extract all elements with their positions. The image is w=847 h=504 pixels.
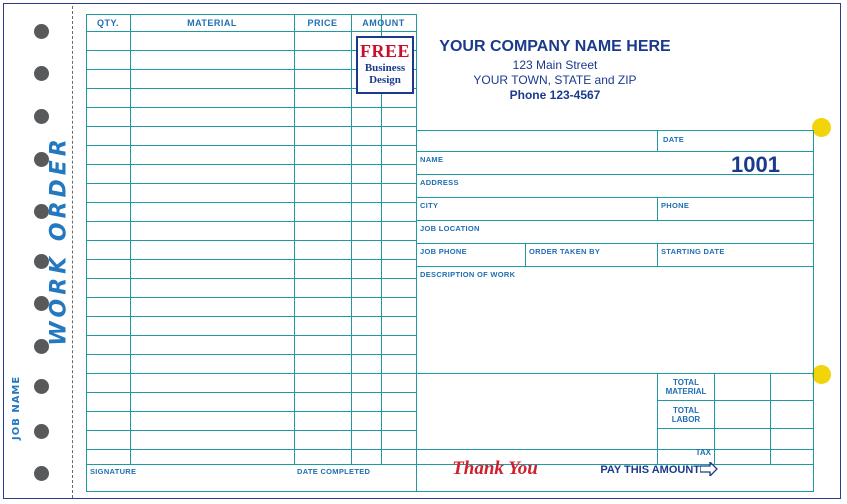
table-rule [813, 130, 814, 491]
badge-business-text: Business [364, 62, 406, 74]
label-signature: SIGNATURE [90, 467, 137, 476]
table-rule [294, 14, 295, 464]
column-header-material: MATERIAL [187, 18, 237, 28]
table-rule [86, 221, 416, 222]
table-rule [86, 278, 416, 279]
alignment-marker [812, 365, 831, 384]
label-job-phone: JOB PHONE [420, 247, 467, 256]
table-rule [86, 107, 416, 108]
table-rule [86, 392, 416, 393]
table-rule [86, 14, 87, 491]
total-material-line1: TOTAL [673, 378, 699, 387]
table-rule [86, 164, 416, 165]
punch-hole [34, 466, 49, 481]
table-rule [86, 259, 416, 260]
invoice-number: 1001 [731, 152, 780, 177]
table-rule [130, 14, 131, 464]
label-order-taken-by: ORDER TAKEN BY [529, 247, 601, 256]
page-title: WORK ORDER [46, 135, 72, 346]
label-date: DATE [663, 135, 685, 144]
table-rule [86, 31, 416, 32]
column-header-qty: QTY. [96, 18, 119, 28]
total-material-line2: MATERIAL [665, 387, 707, 396]
pay-this-amount-label: PAY THIS AMOUNT [600, 464, 700, 476]
badge-free-text: FREE [359, 41, 410, 61]
table-rule [86, 373, 814, 374]
arrow-right-icon [700, 462, 718, 476]
punch-hole [34, 379, 49, 394]
table-rule [86, 316, 416, 317]
table-rule [86, 411, 416, 412]
table-rule [657, 197, 658, 220]
table-rule [86, 491, 814, 492]
table-rule [416, 266, 814, 267]
label-total-material [661, 378, 711, 396]
table-rule [416, 220, 814, 221]
table-rule [657, 130, 658, 151]
table-rule [657, 373, 658, 464]
table-rule [86, 14, 416, 15]
table-rule [714, 373, 715, 464]
table-rule [657, 428, 814, 429]
table-rule [416, 243, 814, 244]
label-starting-date: STARTING DATE [661, 247, 725, 256]
label-job-location: JOB LOCATION [420, 224, 480, 233]
punch-hole [34, 24, 49, 39]
table-rule [657, 243, 658, 266]
total-labor-line1: TOTAL [673, 406, 699, 415]
free-business-design-badge [356, 36, 414, 94]
label-total-labor [661, 406, 711, 424]
badge-design-text: Design [369, 74, 401, 86]
label-description-of-work: DESCRIPTION OF WORK [420, 270, 516, 279]
table-rule [416, 14, 417, 491]
label-city: CITY [420, 201, 439, 210]
alignment-marker [812, 118, 831, 137]
table-rule [416, 130, 814, 131]
job-name-label: JOB NAME [11, 375, 22, 440]
total-labor-line2: LABOR [671, 415, 701, 424]
company-street: 123 Main Street [512, 58, 598, 72]
table-rule [86, 202, 416, 203]
punch-hole [34, 66, 49, 81]
company-address [420, 58, 690, 88]
table-rule [86, 335, 416, 336]
table-rule [86, 430, 416, 431]
column-header-price: PRICE [307, 18, 338, 28]
table-rule [657, 400, 814, 401]
label-address: ADDRESS [420, 178, 459, 187]
perforation-line [72, 6, 73, 498]
label-phone: PHONE [661, 201, 690, 210]
label-date-completed: DATE COMPLETED [297, 467, 371, 476]
table-rule [86, 183, 416, 184]
table-rule [86, 240, 416, 241]
table-rule [86, 297, 416, 298]
table-rule [86, 145, 416, 146]
company-name: YOUR COMPANY NAME HERE [439, 38, 671, 55]
table-rule [86, 126, 416, 127]
table-rule [351, 14, 352, 464]
table-rule [86, 354, 416, 355]
punch-hole [34, 424, 49, 439]
table-rule [770, 373, 771, 464]
thank-you-text: Thank You [452, 458, 538, 479]
table-rule [525, 243, 526, 266]
column-header-amount: AMOUNT [362, 18, 405, 28]
table-rule [416, 197, 814, 198]
company-city-state-zip: YOUR TOWN, STATE and ZIP [473, 73, 637, 87]
company-phone: Phone 123-4567 [509, 88, 601, 102]
label-tax: TAX [695, 448, 711, 457]
label-name: NAME [420, 155, 444, 164]
